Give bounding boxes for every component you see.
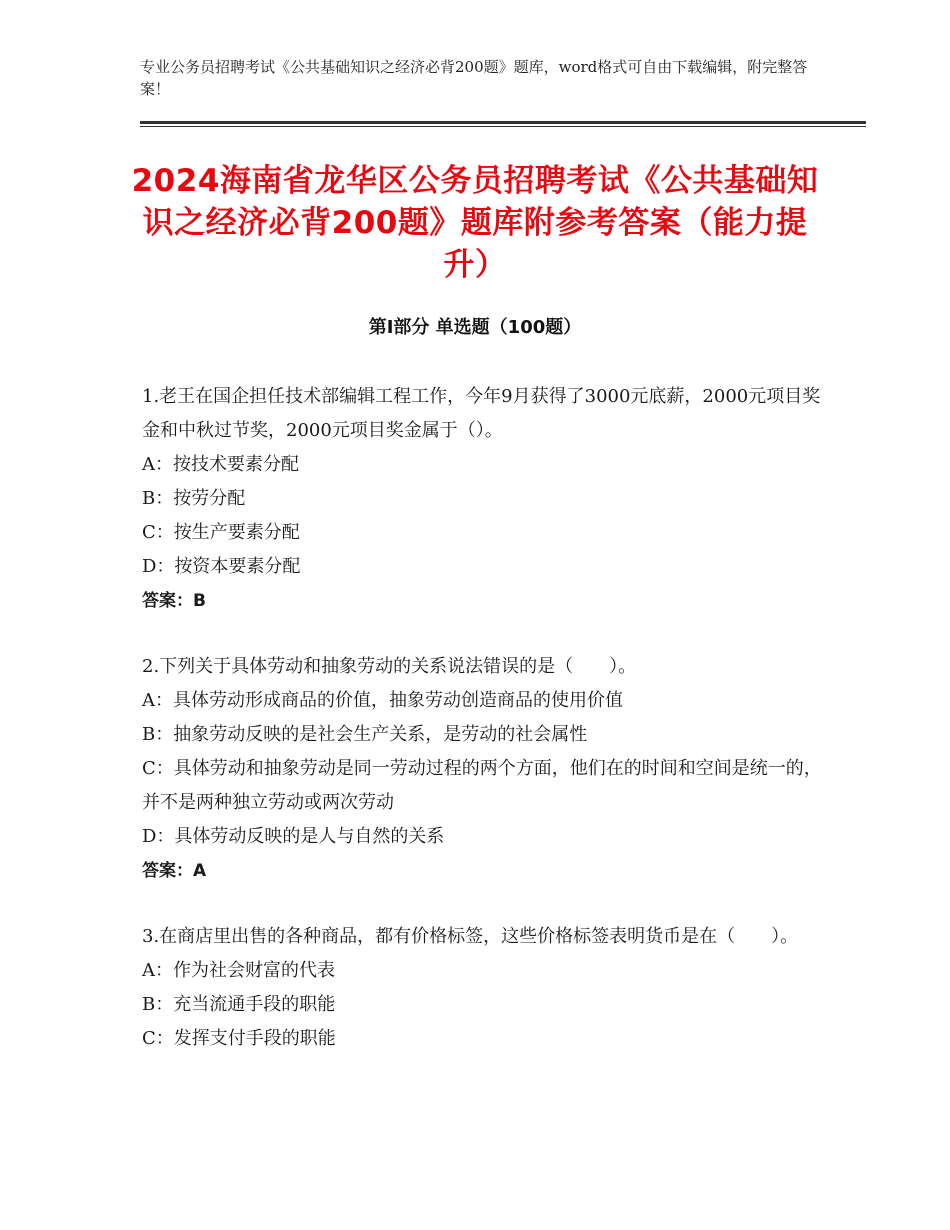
header-rule-thin: [140, 126, 866, 127]
question-1: [142, 380, 822, 618]
answer: 答案：B: [142, 591, 206, 611]
option-a: A：具体劳动形成商品的价值，抽象劳动创造商品的使用价值: [142, 690, 623, 711]
option-c: C：发挥支付手段的职能: [142, 1028, 336, 1049]
question-3: [142, 920, 822, 1056]
option-c: C：按生产要素分配: [142, 522, 300, 543]
question-text: 2.下列关于具体劳动和抽象劳动的关系说法错误的是（ ）。: [142, 656, 637, 677]
question-list: [142, 380, 822, 1088]
option-d: D：按资本要素分配: [142, 556, 301, 577]
answer: 答案：A: [142, 861, 207, 881]
option-b: B：抽象劳动反映的是社会生产关系，是劳动的社会属性: [142, 724, 588, 745]
option-c: C：具体劳动和抽象劳动是同一劳动过程的两个方面，他们在的时间和空间是统一的，并不是两种独立劳动或两次劳动: [142, 758, 822, 813]
header-note: 专业公务员招聘考试《公共基础知识之经济必背200题》题库，word格式可自由下载编辑，附完整答案！: [140, 58, 808, 98]
section-heading: 第Ⅰ部分 单选题（100题）: [368, 317, 582, 338]
option-a: A：按技术要素分配: [142, 454, 299, 475]
document-title: 2024海南省龙华区公务员招聘考试《公共基础知识之经济必背200题》题库附参考答案（能力提升）: [131, 163, 819, 283]
question-text: 3.在商店里出售的各种商品，都有价格标签，这些价格标签表明货币是在（ ）。: [142, 926, 799, 947]
option-d: D：具体劳动反映的是人与自然的关系: [142, 826, 445, 847]
option-a: A：作为社会财富的代表: [142, 960, 335, 981]
question-text: 1.老王在国企担任技术部编辑工程工作，今年9月获得了3000元底薪，2000元项目奖金和中秋过节奖，2000元项目奖金属于（）。: [142, 386, 821, 441]
question-2: [142, 650, 822, 888]
option-b: B：充当流通手段的职能: [142, 994, 336, 1015]
option-b: B：按劳分配: [142, 488, 246, 509]
header-rule-thick: [140, 121, 866, 124]
